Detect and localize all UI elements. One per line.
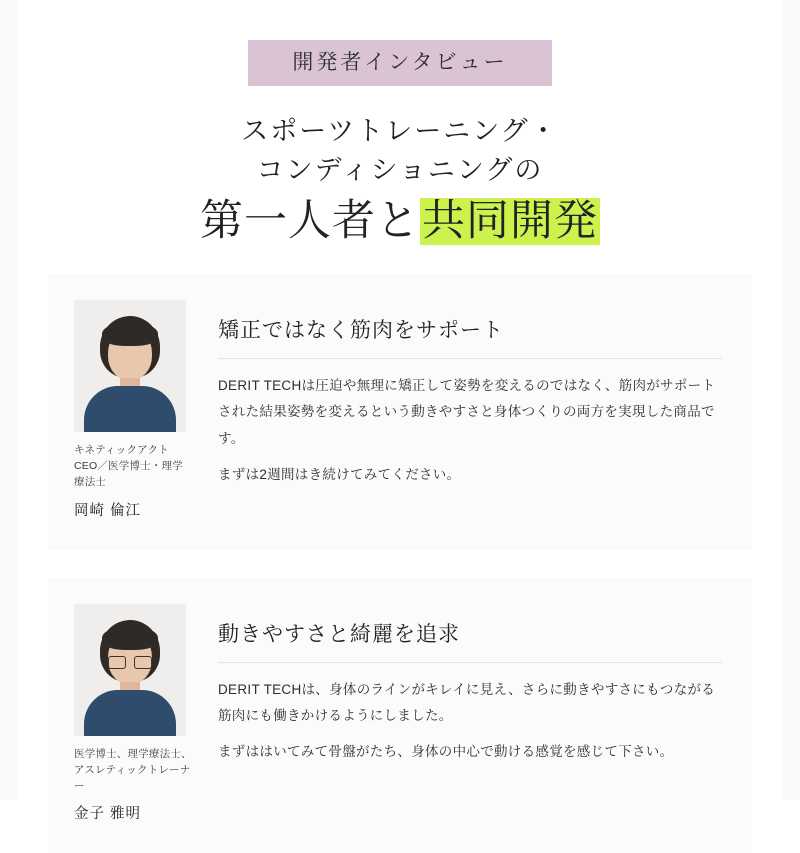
interview-card [48,274,752,550]
interview-paragraph: まずははいてみて骨盤がたち、身体の中心で動ける感覚を感じて下さい。 [218,744,674,760]
avatar [74,604,186,736]
page-title [48,112,752,248]
person-credentials: 医学博士、理学療法士、アスレティックトレーナー [74,747,192,793]
headline-plain-text: 第一人者と [200,198,420,246]
interview-band-label: 開発者インタビュー [248,40,551,86]
interview-card-left [74,300,192,520]
avatar [74,300,186,432]
interview-card-left [74,604,192,824]
interview-card-right [218,300,722,520]
portrait-body [84,386,176,432]
interview-card-body [218,677,722,766]
interview-card-body [218,373,722,488]
headline-line-2: コンディショニングの [256,155,544,186]
portrait-body [84,690,176,736]
person-credentials: キネティックアクトCEO／医学博士・理学療法士 [74,443,183,489]
headline-line-1: スポーツトレーニング・ [241,116,559,146]
person-name: 岡崎 倫江 [74,502,142,519]
person-name: 金子 雅明 [74,806,142,823]
interview-card-right [218,604,722,824]
interview-paragraph: まずは2週間はき続けてみてください。 [218,466,461,482]
interview-paragraph: DERIT TECHは、身体のラインがキレイに見え、さらに動きやすさにもつながる筋肉にも働きかけるようにしました。 [218,681,716,723]
interview-paragraph: DERIT TECHは圧迫や無理に矯正して姿勢を変えるのではなく、筋肉がサポートされた結果姿勢を変えるという動きやすさと身体つくりの両方を実現した商品です。 [218,377,716,446]
header-band-wrap [48,0,752,86]
headline-highlight-text: 共同開発 [422,198,598,246]
glasses-icon [108,656,152,668]
portrait-hair-front [102,322,158,346]
portrait-hair-front [102,626,158,650]
interview-card-title: 動きやすさと綺麗を追求 [218,618,722,663]
interview-card [48,578,752,853]
interview-card-title: 矯正ではなく筋肉をサポート [218,314,722,359]
headline-line-3 [48,196,752,248]
